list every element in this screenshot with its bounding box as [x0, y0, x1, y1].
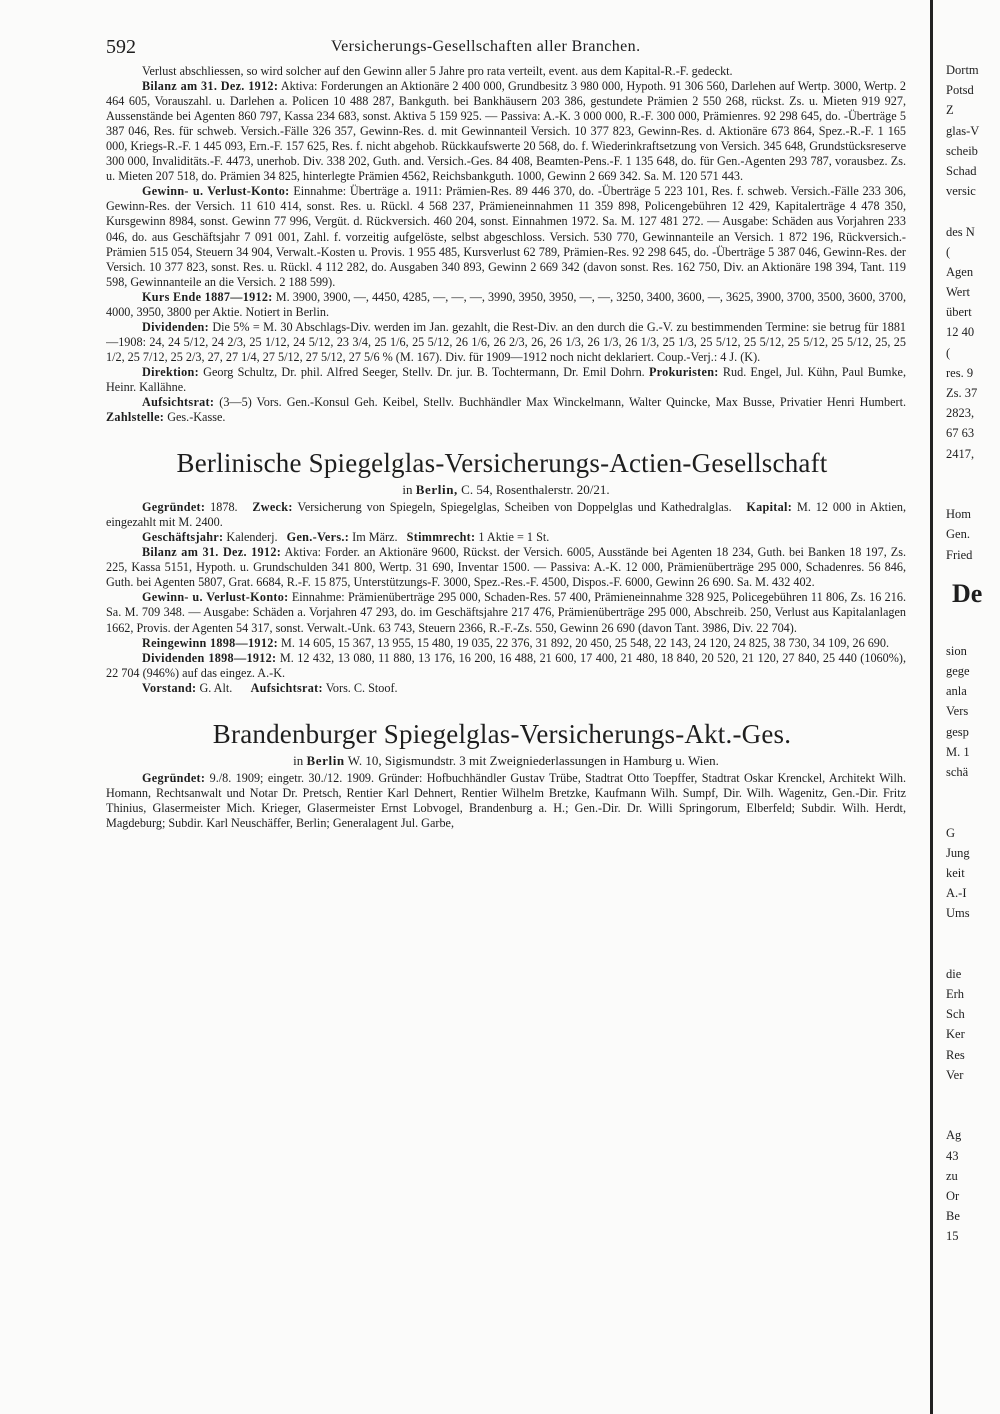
fragment-line: 43 — [946, 1148, 959, 1163]
address-text: C. 54, Rosenthalerstr. 20/21. — [461, 482, 610, 498]
gegruendet-label: Gegründet: — [142, 500, 206, 515]
fragment-line: 15 — [946, 1229, 959, 1244]
dividenden-label: Dividenden: — [142, 319, 209, 334]
fragment-line: Ag — [946, 1128, 962, 1143]
fragment-line — [946, 1085, 1000, 1105]
fragment-line: gesp — [946, 724, 969, 739]
bilanz-paragraph-2 — [106, 545, 906, 590]
fragment-line: Schad — [946, 163, 977, 178]
stimmrecht-text: 1 Aktie = 1 St. — [478, 530, 550, 545]
page-number: 592 — [106, 36, 136, 58]
fragment-line: ( — [946, 244, 951, 259]
dividenden-paragraph-2 — [106, 651, 906, 681]
guv-paragraph-2 — [106, 590, 906, 635]
fragment-line: die — [946, 966, 962, 981]
fragment-line: Dortm — [946, 63, 979, 77]
company-title-berlinische: Berlinische Spiegelglas-Versicherungs-Actien-Gesellschaft — [176, 448, 828, 479]
fragment-line: A.-I — [946, 886, 967, 901]
gen-vers-text: Im März. — [352, 530, 398, 545]
fragment-line: Gen. — [946, 527, 970, 542]
reingewinn-text: M. 14 605, 15 367, 13 955, 15 480, 19 035, 22 376, 31 892, 20 450, 25 548, 22 143, 24 120, 24 825, 38 730, 34 109, 26 690. — [281, 635, 890, 650]
running-title: Versicherungs-Gesellschaften aller Branchen. — [331, 38, 641, 55]
kurs-text: M. 3900, 3900, —, 4450, 4285, —, —, —, 3990, 3950, 3950, —, —, 3250, 3400, 3600, —, 3625, 3900, 3700, 3500, 3600, 3700, 4000, 3950, 3800 per Aktie. Notiert in Berlin. — [106, 289, 906, 319]
gegruendet-text-3: 9./8. 1909; eingetr. 30./12. 1909. Gründer: Hofbuchhändler Gustav Trübe, Stadtrat Otto Toepffer, Stadtrat Oskar Krenckel, Architekt Wilh. Homann, Rechtsanwalt und Notar Dr. Pretsch, Rentier Karl Dehnert, Rentier Wilhelm Bretzke, Kaufmann Wilh. Sumpf, Dir. Wilh. Wagenitz, Gen.-Dir. Fritz Thinius, Glasermeister Mich. Krieger, Glasermeister Ernst Lobvogel, Brandenburg a. H.; Gen.-Dir. Dr. Willi Springorum, Elberfeld; Subdir. Wilh. Herdt, Magdeburg; Subdir. Karl Neuschäffer, Berlin; Generalagent Jul. Garbe, — [106, 770, 906, 830]
in-word-3: in — [293, 752, 304, 768]
reingewinn-label: Reingewinn 1898—1912: — [142, 635, 278, 650]
fragment-line — [946, 464, 1000, 484]
gegruendet-paragraph — [106, 500, 906, 530]
fragment-line: 67 63 — [946, 426, 975, 441]
fragment-line: keit — [946, 865, 965, 880]
fragment-line: zu — [946, 1168, 958, 1183]
fragment-line — [946, 201, 1000, 221]
fragment-line: des N — [946, 224, 975, 239]
guv-paragraph — [106, 184, 906, 289]
fragment-line: Sch — [946, 1007, 965, 1022]
bilanz-label: Bilanz am 31. Dez. 1912: — [142, 79, 279, 94]
fragment-line: sion — [946, 643, 967, 658]
bilanz-label-2: Bilanz am 31. Dez. 1912: — [142, 545, 282, 560]
fragment-line: Ker — [946, 1027, 965, 1042]
reingewinn-paragraph — [106, 636, 906, 651]
direktion-label: Direktion: — [142, 364, 199, 379]
fragment-heading: De — [952, 578, 983, 608]
fragment-line — [946, 621, 1000, 641]
prokuristen-label: Prokuristen: — [648, 364, 719, 379]
fragment-line — [946, 782, 1000, 802]
fragment-line: scheib — [946, 143, 978, 158]
kurs-paragraph — [106, 290, 906, 320]
fragment-line: G — [946, 825, 956, 840]
vorstand-text: G. Alt. — [199, 680, 233, 695]
stimmrecht-label: Stimmrecht: — [406, 530, 476, 545]
company-location-brandenburger — [106, 752, 906, 769]
section-versicherung-continued — [106, 64, 906, 425]
company-location-berlinische — [106, 481, 906, 498]
gegruendet-text: 1878. — [210, 500, 238, 515]
fragment-line: Jung — [946, 845, 970, 860]
guv-text-2: Einnahme: Prämienüberträge 295 000, Schaden-Res. 57 400, Prämieneinnahme 328 925, Policegebühren 11 806, Zs. 16 216. Sa. M. 709 348. — Ausgabe: Schäden a. Vorjahren 47 293, do. im Geschäftsjahre 217 476, Prämienüberträge 295 000, Abschreib. 250, Verlust aus Kapitalanlagen 1662, Provis. der Agenten 54 317, sonst. Verwalt.-Unk. 63 743, Steuern 2366, R.-F.-Zs. 550, Gewinn 26 690 (davon Tant. 3986, Div. 22 704). — [106, 590, 906, 635]
fragment-line: res. 9 — [946, 365, 974, 380]
fragment-line: Or — [946, 1188, 960, 1203]
adjacent-page-fragment — [946, 60, 1000, 1400]
geschaeftsjahr-paragraph — [106, 530, 906, 545]
fragment-line: Wert — [946, 285, 970, 300]
fragment-lines-top — [946, 60, 1000, 565]
fragment-line — [946, 924, 1000, 944]
dividenden-paragraph — [106, 320, 906, 365]
fragment-line: M. 1 — [946, 744, 970, 759]
vorstand-label: Vorstand: — [142, 680, 197, 695]
fragment-line: gege — [946, 664, 970, 679]
geschaeftsjahr-text: Kalenderj. — [226, 530, 278, 545]
fragment-line — [946, 484, 1000, 504]
section-brandenburger — [106, 771, 906, 831]
aufsichtsrat-label-2: Aufsichtsrat: — [250, 680, 323, 695]
intro-paragraph — [106, 64, 906, 79]
kapital-text: M. 12 000 in Aktien, eingezahlt mit M. 2400. — [106, 500, 906, 530]
dividenden-label-2: Dividenden 1898—1912: — [142, 650, 277, 665]
direktion-text: Georg Schultz, Dr. phil. Alfred Seeger, Stellv. Dr. jur. B. Tochtermann, Dr. Emil Dohrn. — [203, 364, 645, 379]
fragment-line: Ver — [946, 1067, 964, 1082]
fragment-line: übert — [946, 305, 972, 320]
vorstand-paragraph — [106, 681, 906, 696]
dividenden-text-2: M. 12 432, 13 080, 11 880, 13 176, 16 200, 16 488, 21 600, 17 400, 21 480, 18 840, 20 520, 21 120, 27 840, 25 440 (1060%), 22 704 (946%) auf das eingez. A.-K. — [106, 650, 906, 680]
fragment-line: glas-V — [946, 123, 980, 138]
prokuristen-text: Rud. Engel, Jul. Kühn, Paul Bumke, Heinr. Kallähne. — [106, 364, 906, 394]
column-divider — [930, 0, 933, 1414]
fragment-line: Ums — [946, 906, 970, 921]
fragment-line: 2417, — [946, 446, 975, 461]
in-word: in — [402, 482, 413, 498]
page-header — [106, 30, 906, 64]
bilanz-paragraph — [106, 79, 906, 184]
geschaeftsjahr-label: Geschäftsjahr: — [142, 530, 224, 545]
fragment-line — [946, 944, 1000, 964]
zahlstelle-text: Ges.-Kasse. — [167, 410, 226, 425]
city-name: Berlin, — [415, 482, 458, 498]
fragment-line: 12 40 — [946, 325, 975, 340]
fragment-line: Hom — [946, 507, 971, 522]
city-name-3: Berlin — [306, 752, 345, 768]
direktion-paragraph — [106, 365, 906, 395]
aufsichtsrat-text-2: Vors. C. Stoof. — [325, 680, 398, 695]
kurs-label: Kurs Ende 1887—1912: — [142, 289, 273, 304]
intro-text: Verlust abschliessen, so wird solcher auf den Gewinn aller 5 Jahre pro rata verteilt, event. aus dem Kapital-R.-F. gedeckt. — [142, 64, 733, 78]
fragment-line: Potsd — [946, 83, 974, 98]
fragment-line: Agen — [946, 264, 974, 279]
fragment-line: schä — [946, 765, 969, 779]
fragment-line: Vers — [946, 704, 969, 719]
fragment-lines-bottom — [946, 621, 1000, 1247]
bilanz-text-2: Aktiva: Forder. an Aktionäre 9600, Rückst. der Versich. 6005, Ausstände bei Agenten 18 234, Guth. bei Banken 18 197, Zs. 225, Kassa 5151, Hypoth. u. Grundschulden 341 800, Wertp. 31 690, Inventar 1500. — Passiva: A.-K. 12 000, Prämienüberträge 295 000, Schadenres. 56 846, Guth. bei Agenten 5807, Grat. 6684, R.-F. 15 875, Unterstützungs-F. 3000, Spez.-Res.-F. 4500, Dispos.-F. 6000, Gewinn 26 690. Sa. M. 432 402. — [106, 545, 906, 590]
guv-label-2: Gewinn- u. Verlust-Konto: — [142, 590, 289, 605]
address-text-3: W. 10, Sigismundstr. 3 mit Zweigniederlassungen in Hamburg u. Wien. — [347, 752, 719, 768]
fragment-line: Res — [946, 1047, 965, 1062]
fragment-line — [946, 1105, 1000, 1125]
fragment-line: Fried — [946, 547, 973, 562]
guv-text: Einnahme: Überträge a. 1911: Prämien-Res. 89 446 370, do. -Überträge 5 223 101, Res. f. schweb. Versich.-Fälle 233 306, Gewinn-Res. der Versich. 11 610 414, sonst. Res. u. Rückl. 4 568 237, Prämieneinnahmen 11 359 898, Policengebühren 12 429, Kapitalerträge 4 478 350, Kursgewinn 8984, sonst. Gewinn 77 996, Vergüt. d. Rückversich. 460 204, sonst. Einnahmen 1972. Sa. M. 127 481 272. — Ausgabe: Schäden aus Vorjahren 233 046, do. aus Geschäftsjahr 7 091 001, Zahl. f. vorzeitig aufgelöste, selbst abgeschloss. Versich. 530 770, Gewinnanteile an Versich. 1 872 196, Rückversich.-Prämien 515 054, Steuern 34 904, Verwalt.-Kosten u. Provis. 1 955 485, Kursverlust 62 789, Prämien-Res. 92 298 645, do. -Überträge 5 387 046, Gewinn-Res. der Versich. 10 377 823, sonst. Res. u. Rückl. 4 112 282, do. Ausgaben 340 893, Gewinn 2 669 342 (davon sonst. Res. 162 750, Div. an Aktionäre 198 394, Tant. 119 598, Gewinnanteile an die Versich. 2 188 599). — [106, 184, 906, 289]
fragment-line: ( — [946, 345, 951, 360]
aufsichtsrat-text: (3—5) Vors. Gen.-Konsul Geh. Keibel, Stellv. Buchhändler Max Winckelmann, Walter Quincke, Max Busse, Privatier Henri Humbert. — [219, 395, 906, 410]
guv-label: Gewinn- u. Verlust-Konto: — [142, 184, 290, 199]
fragment-line: versic — [946, 184, 976, 199]
fragment-line: anla — [946, 684, 967, 699]
zahlstelle-label: Zahlstelle: — [106, 410, 165, 425]
fragment-line: 2823, — [946, 406, 975, 421]
fragment-line: Erh — [946, 987, 965, 1002]
section-berlinische — [106, 500, 906, 696]
gegruendet-label-3: Gegründet: — [142, 770, 206, 785]
dividenden-text: Die 5% = M. 30 Abschlags-Div. werden im Jan. gezahlt, die Rest-Div. an den durch die G.-V. zu bestimmenden Termine: sie betrug für 1881—1908: 24, 24 5/12, 24 2/3, 25 1/12, 24 5/12, 23 3/4, 25 1/6, 25 5/12, 26 1/6, 26 2/3, 26, 26 1/3, 26 1/3, 26 1/3, 25 1/3, 25 5/12, 25 5/12, 25 5/12, 25 5/12, 25, 25 1/2, 25 7/12, 25 2/3, 27, 27 1/4, 27 5/12, 27 5/12, 27 5/6 % (M. 167). Div. für 1909—1912 noch nicht deklariert. Coup.-Verj.: 4 J. (K). — [106, 319, 906, 364]
zweck-text: Versicherung von Spiegeln, Spiegelglas, Scheiben von Doppelglas und Kathedralglas. — [297, 500, 732, 515]
zweck-label: Zweck: — [252, 500, 293, 515]
aufsichtsrat-label: Aufsichtsrat: — [142, 395, 215, 410]
gen-vers-label: Gen.-Vers.: — [286, 530, 350, 545]
bilanz-text: Aktiva: Forderungen an Aktionäre 2 400 000, Grundbesitz 3 980 000, Hypoth. 91 306 560, Darlehen auf Wertp. 3000, Wertp. 2 464 605, Vorauszahl. u. Darlehen a. Policen 10 488 287, Bankguth. bei Bankhäusern 203 386, gestundete Prämien 2 550 268, rückst. Zs. u. Mieten 919 927, Aussenstände bei Agenten 860 797, Kassa 234 683, sonst. Aktiva 5 159 925. — Passiva: A.-K. 3 000 000, R.-F. 300 000, Prämienres. 92 298 645, do. -Überträge 5 387 046, Res. für schweb. Versich.-Fälle 326 357, Gewinn-Res. d. mit Gewinnanteil Versich. 10 377 823, Gewinn-Res. d. Aktionäre 673 864, Spez.-R.-F. 1 165 000, Kriegs-R.-F. 1 445 093, Ern.-F. 157 625, Res. f. nicht abgehob. Rückkaufswerte 20 568, do. f. Wiederinkraftsetzung von Versich. 345 648, Grundstücksreserve 300 000, Invaliditäts.-F. 4473, unerhob. Div. 338 202, Guth. and. Versich.-Ges. 84 408, Beamten-Pens.-F. 1 135 648, do. für Gen.-Agenten 293 787, vorausbez. Zs. u. Mieten 207 518, do. Prämien 34 825, hinterlegte Prämien 4562, Reichsbankguth. 1000, Gewinn 2 669 342. Sa. M. 120 571 443. — [106, 79, 906, 184]
fragment-line: Be — [946, 1209, 960, 1224]
fragment-line — [946, 802, 1000, 822]
kapital-label: Kapital: — [746, 500, 793, 515]
fragment-line: Z — [946, 103, 954, 118]
aufsichtsrat-paragraph — [106, 395, 906, 425]
fragment-line: Zs. 37 — [946, 386, 978, 400]
gegruendet-paragraph-3 — [106, 771, 906, 831]
main-column — [106, 30, 906, 1410]
company-title-brandenburger: Brandenburger Spiegelglas-Versicherungs-Akt.-Ges. — [212, 718, 792, 749]
